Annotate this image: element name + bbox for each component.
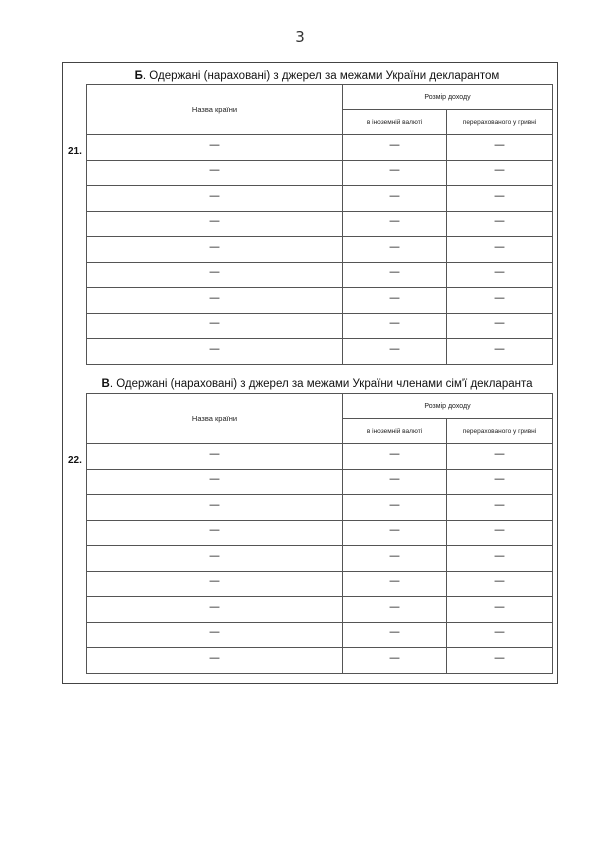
dash-placeholder: —: [494, 137, 505, 151]
cell-uah: [447, 648, 553, 674]
cell-foreign-currency: [343, 186, 447, 212]
cell-uah: [447, 469, 553, 495]
dash-placeholder: —: [389, 290, 400, 304]
cell-country: [87, 313, 343, 339]
dash-placeholder: —: [209, 625, 220, 639]
cell-country: [87, 495, 343, 521]
cell-country: [87, 262, 343, 288]
cell-foreign-currency: [343, 135, 447, 161]
cell-country: [87, 135, 343, 161]
row-number-21: 21.: [68, 146, 82, 157]
table-row: [87, 186, 553, 212]
table-body: [87, 135, 553, 365]
table-row: [87, 288, 553, 314]
dash-placeholder: —: [494, 446, 505, 460]
cell-uah: [447, 237, 553, 263]
cell-uah: [447, 597, 553, 623]
cell-uah: [447, 313, 553, 339]
cell-uah: [447, 622, 553, 648]
cell-foreign-currency: [343, 160, 447, 186]
table-row: [87, 546, 553, 572]
cell-country: [87, 648, 343, 674]
cell-foreign-currency: [343, 520, 447, 546]
cell-country: [87, 186, 343, 212]
cell-country: [87, 546, 343, 572]
page-number: 3: [295, 28, 305, 46]
cell-uah: [447, 520, 553, 546]
cell-uah: [447, 288, 553, 314]
dash-placeholder: —: [209, 650, 220, 664]
dash-placeholder: —: [494, 625, 505, 639]
table-row: [87, 444, 553, 470]
dash-placeholder: —: [389, 497, 400, 511]
cell-country: [87, 622, 343, 648]
table-row: [87, 135, 553, 161]
cell-foreign-currency: [343, 546, 447, 572]
cell-foreign-currency: [343, 469, 447, 495]
dash-placeholder: —: [209, 497, 220, 511]
section-title-v: [82, 378, 552, 390]
dash-placeholder: —: [209, 316, 220, 330]
section-letter: Б: [134, 70, 143, 82]
header-uah: перерахованого у гривні: [447, 419, 553, 444]
table-row: [87, 520, 553, 546]
dash-placeholder: —: [494, 548, 505, 562]
dash-placeholder: —: [389, 163, 400, 177]
cell-foreign-currency: [343, 339, 447, 365]
table-row: [87, 597, 553, 623]
cell-uah: [447, 135, 553, 161]
header-foreign-currency: в іноземній валюті: [343, 419, 447, 444]
dash-placeholder: —: [494, 497, 505, 511]
cell-foreign-currency: [343, 237, 447, 263]
table-row: [87, 339, 553, 365]
cell-country: [87, 571, 343, 597]
dash-placeholder: —: [209, 548, 220, 562]
dash-placeholder: —: [389, 523, 400, 537]
dash-placeholder: —: [494, 265, 505, 279]
cell-uah: [447, 339, 553, 365]
cell-foreign-currency: [343, 313, 447, 339]
dash-placeholder: —: [494, 290, 505, 304]
dash-placeholder: —: [494, 523, 505, 537]
cell-uah: [447, 160, 553, 186]
cell-country: [87, 520, 343, 546]
table-body: [87, 444, 553, 674]
dash-placeholder: —: [209, 188, 220, 202]
dash-placeholder: —: [389, 341, 400, 355]
cell-foreign-currency: [343, 571, 447, 597]
dash-placeholder: —: [209, 163, 220, 177]
cell-uah: [447, 495, 553, 521]
section-title-text: . Одержані (нараховані) з джерел за межами України декларантом: [142, 70, 500, 82]
cell-country: [87, 469, 343, 495]
cell-foreign-currency: [343, 622, 447, 648]
cell-uah: [447, 444, 553, 470]
table-row: [87, 313, 553, 339]
section-title-text: . Одержані (нараховані) з джерел за межами України членами сім'ї декларанта: [109, 378, 533, 390]
dash-placeholder: —: [209, 446, 220, 460]
cell-uah: [447, 211, 553, 237]
dash-placeholder: —: [209, 290, 220, 304]
cell-country: [87, 160, 343, 186]
dash-placeholder: —: [494, 188, 505, 202]
cell-foreign-currency: [343, 648, 447, 674]
income-table-family: [86, 393, 553, 674]
cell-uah: [447, 186, 553, 212]
header-uah: перерахованого у гривні: [447, 110, 553, 135]
header-country-name: Назва країни: [87, 85, 343, 135]
dash-placeholder: —: [389, 214, 400, 228]
table-row: [87, 237, 553, 263]
dash-placeholder: —: [389, 574, 400, 588]
cell-uah: [447, 262, 553, 288]
cell-foreign-currency: [343, 211, 447, 237]
dash-placeholder: —: [389, 650, 400, 664]
cell-foreign-currency: [343, 288, 447, 314]
dash-placeholder: —: [209, 599, 220, 613]
dash-placeholder: —: [209, 574, 220, 588]
table-row: [87, 571, 553, 597]
table-row: [87, 211, 553, 237]
table-row: [87, 495, 553, 521]
dash-placeholder: —: [209, 265, 220, 279]
cell-country: [87, 288, 343, 314]
header-income-amount: Розмір доходу: [343, 85, 553, 110]
table-row: [87, 262, 553, 288]
dash-placeholder: —: [494, 214, 505, 228]
dash-placeholder: —: [389, 239, 400, 253]
header-income-amount: Розмір доходу: [343, 394, 553, 419]
dash-placeholder: —: [389, 625, 400, 639]
dash-placeholder: —: [209, 239, 220, 253]
dash-placeholder: —: [494, 163, 505, 177]
table-row: [87, 160, 553, 186]
dash-placeholder: —: [389, 599, 400, 613]
cell-uah: [447, 571, 553, 597]
dash-placeholder: —: [494, 316, 505, 330]
dash-placeholder: —: [209, 341, 220, 355]
cell-foreign-currency: [343, 495, 447, 521]
cell-uah: [447, 546, 553, 572]
dash-placeholder: —: [494, 239, 505, 253]
dash-placeholder: —: [494, 472, 505, 486]
section-title-b: [82, 70, 552, 82]
table-row: [87, 622, 553, 648]
section-letter: В: [101, 378, 110, 390]
dash-placeholder: —: [209, 137, 220, 151]
cell-foreign-currency: [343, 262, 447, 288]
dash-placeholder: —: [389, 316, 400, 330]
cell-country: [87, 237, 343, 263]
dash-placeholder: —: [494, 599, 505, 613]
dash-placeholder: —: [494, 574, 505, 588]
dash-placeholder: —: [209, 472, 220, 486]
cell-foreign-currency: [343, 597, 447, 623]
dash-placeholder: —: [389, 472, 400, 486]
dash-placeholder: —: [389, 265, 400, 279]
dash-placeholder: —: [494, 341, 505, 355]
dash-placeholder: —: [209, 214, 220, 228]
cell-country: [87, 597, 343, 623]
income-table-declarant: [86, 84, 553, 365]
cell-country: [87, 444, 343, 470]
cell-foreign-currency: [343, 444, 447, 470]
dash-placeholder: —: [209, 523, 220, 537]
dash-placeholder: —: [389, 188, 400, 202]
cell-country: [87, 211, 343, 237]
header-country-name: Назва країни: [87, 394, 343, 444]
table-row: [87, 469, 553, 495]
cell-country: [87, 339, 343, 365]
dash-placeholder: —: [494, 650, 505, 664]
header-foreign-currency: в іноземній валюті: [343, 110, 447, 135]
row-number-22: 22.: [68, 455, 82, 466]
dash-placeholder: —: [389, 446, 400, 460]
table-row: [87, 648, 553, 674]
dash-placeholder: —: [389, 137, 400, 151]
dash-placeholder: —: [389, 548, 400, 562]
